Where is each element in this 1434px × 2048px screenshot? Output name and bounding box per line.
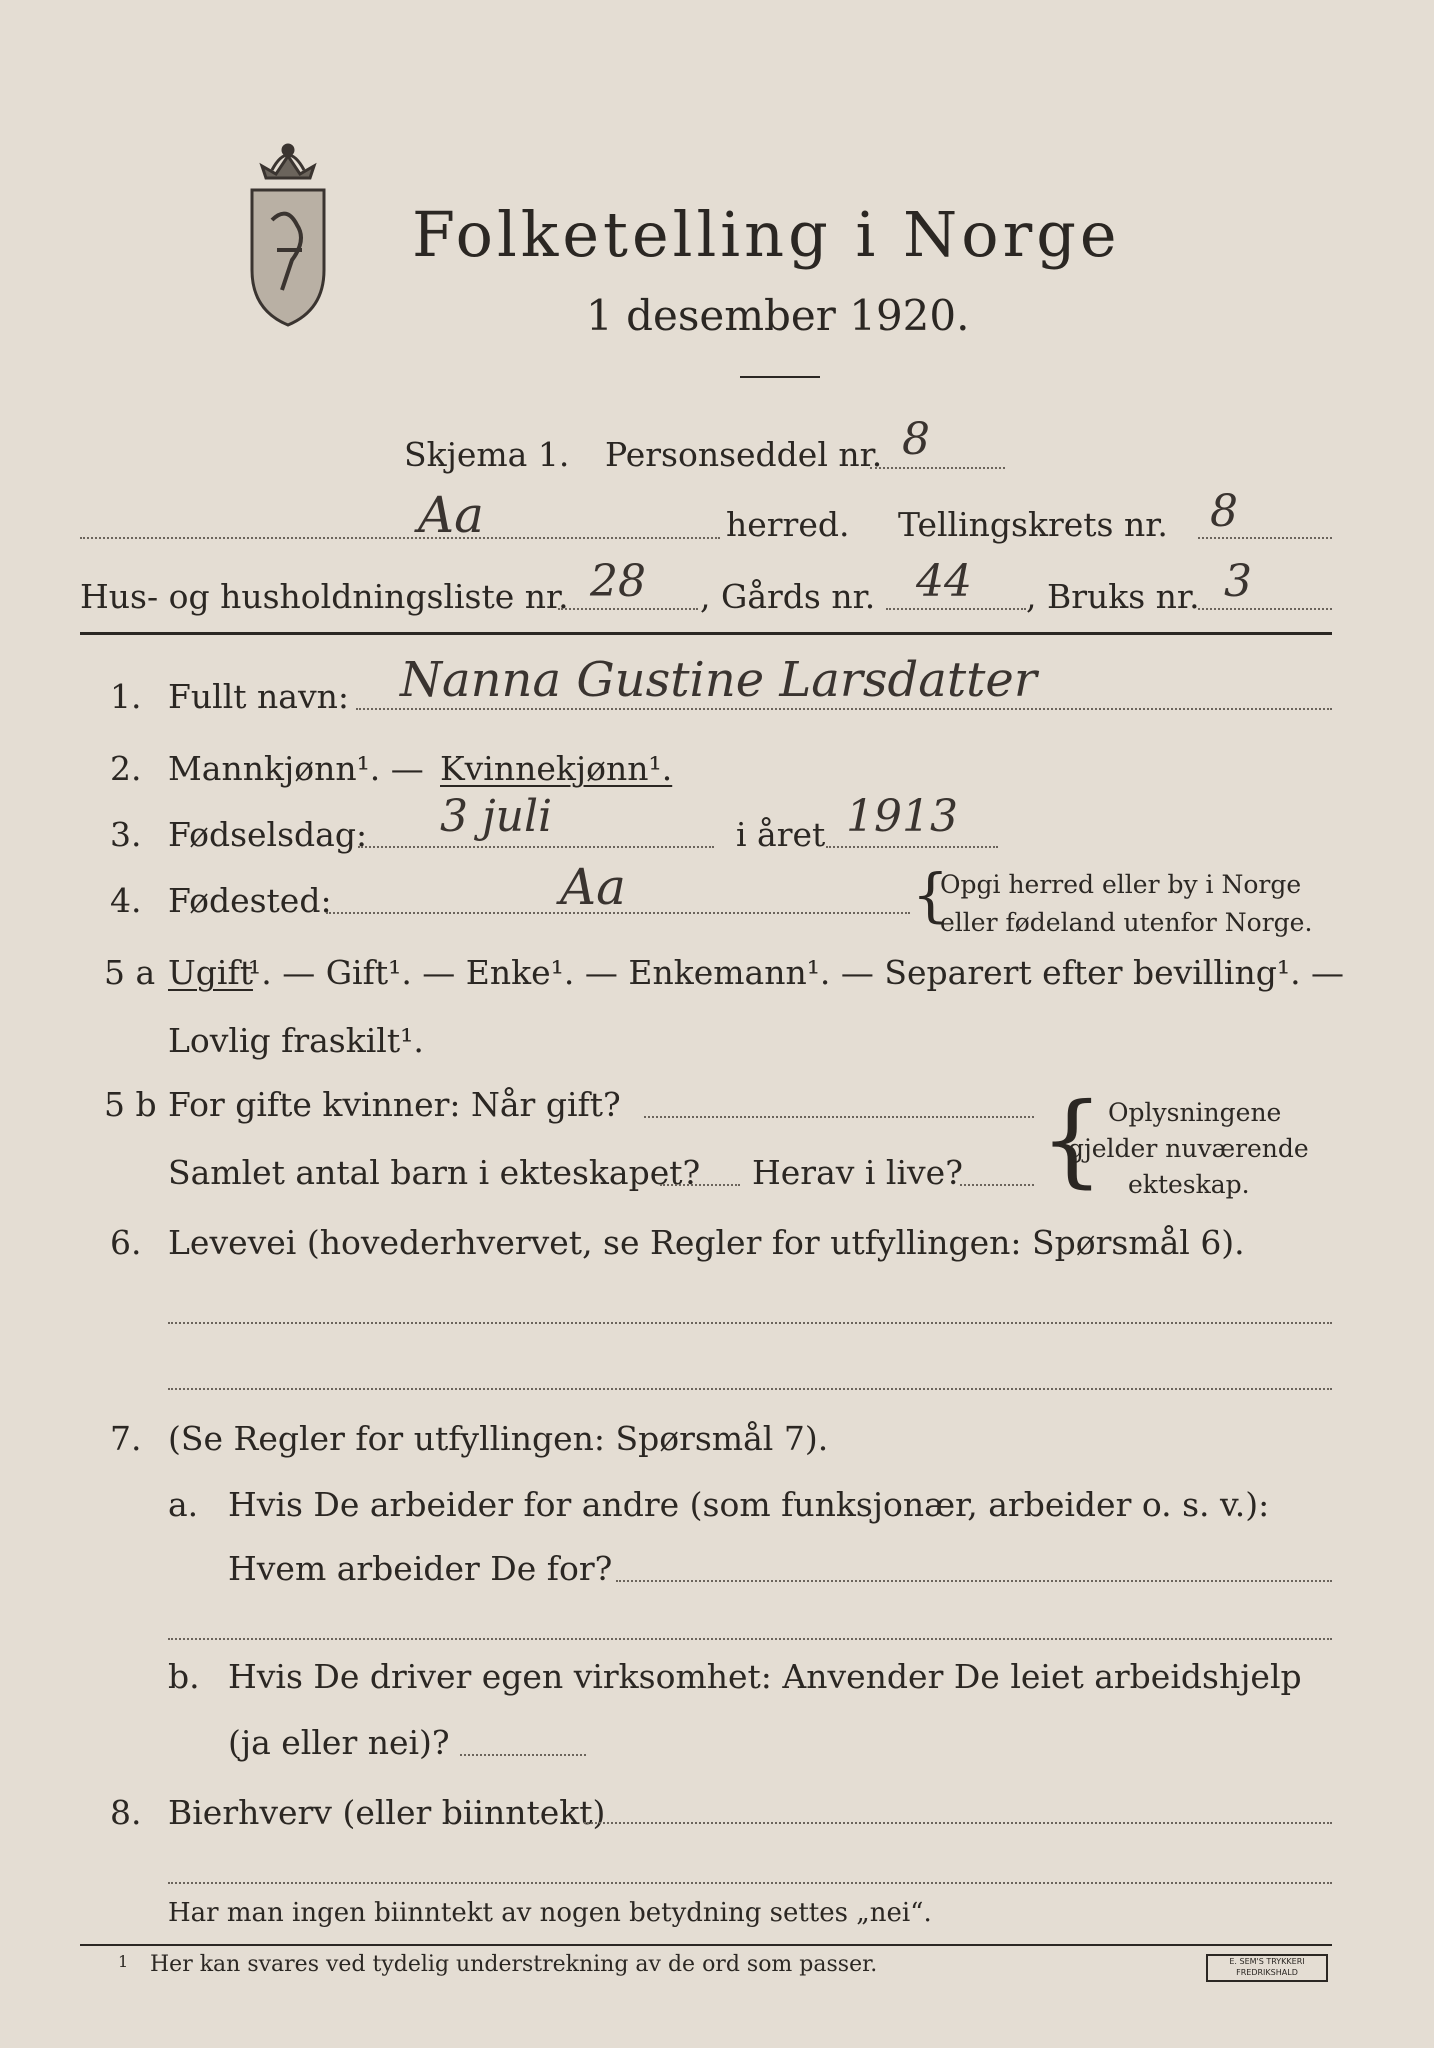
q5b-antal-barn-field-line	[660, 1184, 740, 1186]
husliste-value: 28	[590, 556, 646, 607]
gards-label: , Gårds nr.	[700, 577, 876, 616]
q5a-ugift-underlined: Ugift	[168, 953, 253, 992]
tellingskrets-value: 8	[1210, 486, 1238, 537]
personseddel-field-line	[870, 467, 1005, 469]
footnote-text: Her kan svares ved tydelig understrekning av de ord som passer.	[150, 1952, 878, 1977]
q6-field-line-1	[168, 1322, 1332, 1324]
q4-note-line1: Opgi herred eller by i Norge	[940, 870, 1302, 899]
norway-coat-of-arms-icon	[242, 130, 334, 330]
q7a-letter: a.	[168, 1485, 199, 1524]
q5b-herav-field-line	[960, 1184, 1034, 1186]
q5a-number: 5 a	[104, 953, 156, 992]
husliste-field-line	[558, 608, 698, 610]
q3-year-label: i året	[736, 815, 826, 854]
q3-year-field-line	[826, 846, 998, 848]
herred-label: herred.	[726, 505, 850, 544]
q2-mannkjonn: Mannkjønn¹. —	[168, 749, 424, 788]
tellingskrets-label: Tellingskrets nr.	[898, 505, 1168, 544]
husliste-label: Hus- og husholdningsliste nr.	[80, 577, 569, 616]
q1-label: Fullt navn:	[168, 677, 349, 716]
q5b-note-line2: gjelder nuværende	[1068, 1134, 1309, 1163]
q7a-line2: Hvem arbeider De for?	[228, 1549, 613, 1588]
q8-field-line-1	[584, 1822, 1332, 1824]
q7-number: 7.	[110, 1419, 142, 1458]
q3-year-value: 1913	[846, 791, 958, 842]
q8-number: 8.	[110, 1793, 142, 1832]
q4-note-line2: eller fødeland utenfor Norge.	[940, 908, 1313, 937]
q5a-options: ¹. — Gift¹. — Enke¹. — Enkemann¹. — Separert efter bevilling¹. —	[248, 953, 1345, 992]
gards-field-line	[886, 608, 1026, 610]
header-divider	[80, 632, 1332, 635]
q7b-line2: (ja eller nei)?	[228, 1723, 450, 1762]
q5a-lovlig-fraskilt: Lovlig fraskilt¹.	[168, 1021, 424, 1060]
q7b-field-line	[460, 1754, 586, 1756]
q7a-line1: Hvis De arbeider for andre (som funksjonær, arbeider o. s. v.):	[228, 1485, 1270, 1524]
bruks-label: , Bruks nr.	[1026, 577, 1200, 616]
tellingskrets-field-line	[1198, 537, 1332, 539]
q5b-note-line1: Oplysningene	[1108, 1098, 1282, 1127]
herred-field-line	[80, 537, 720, 539]
q5b-note-line3: ekteskap.	[1128, 1170, 1250, 1199]
q7a-field-line-2	[168, 1638, 1332, 1640]
personseddel-label: Personseddel nr.	[605, 435, 883, 474]
printer-stamp	[1206, 1954, 1328, 1982]
q4-note-brace: {	[912, 861, 949, 929]
gards-value: 44	[916, 556, 972, 607]
q6-label: Levevei (hovederhvervet, se Regler for utfyllingen: Spørsmål 6).	[168, 1223, 1245, 1262]
q7b-letter: b.	[168, 1657, 200, 1696]
q5b-label-herav-i-live: Herav i live?	[752, 1153, 963, 1192]
q3-birthday-value: 3 juli	[440, 791, 553, 842]
q5b-note-brace: {	[1040, 1081, 1104, 1198]
q4-label: Fødested:	[168, 881, 332, 920]
q4-birthplace-value: Aa	[560, 858, 626, 916]
q7a-field-line-1	[616, 1580, 1332, 1582]
footnote-mark: 1	[118, 1952, 129, 1971]
page-title: Folketelling i Norge	[412, 198, 1121, 271]
census-date: 1 desember 1920.	[586, 291, 970, 340]
q8-label: Bierhverv (eller biinntekt)	[168, 1793, 606, 1832]
q1-full-name-value: Nanna Gustine Larsdatter	[400, 652, 1037, 708]
footer-divider	[80, 1944, 1332, 1946]
q7b-line1: Hvis De driver egen virksomhet: Anvender De leiet arbeidshjelp	[228, 1657, 1302, 1696]
skjema-label: Skjema 1.	[404, 435, 570, 474]
biinntekt-note: Har man ingen biinntekt av nogen betydning settes „nei“.	[168, 1898, 932, 1928]
q5b-number: 5 b	[104, 1085, 157, 1124]
bruks-field-line	[1198, 608, 1332, 610]
q7-label: (Se Regler for utfyllingen: Spørsmål 7).	[168, 1419, 829, 1458]
q1-number: 1.	[110, 677, 142, 716]
q8-field-line-2	[168, 1882, 1332, 1884]
q3-date-field-line	[358, 846, 714, 848]
q6-number: 6.	[110, 1223, 142, 1262]
personseddel-value: 8	[902, 414, 930, 465]
q2-kvinnekjonn-underlined: Kvinnekjønn¹.	[440, 749, 673, 788]
q3-label: Fødselsdag:	[168, 815, 368, 854]
q1-field-line	[356, 708, 1332, 710]
q5b-label-nar-gift: For gifte kvinner: Når gift?	[168, 1085, 621, 1124]
q3-number: 3.	[110, 815, 142, 854]
q5b-nar-gift-field-line	[644, 1116, 1034, 1118]
q6-field-line-2	[168, 1388, 1332, 1390]
q5b-label-antal-barn: Samlet antal barn i ekteskapet?	[168, 1153, 701, 1192]
q2-number: 2.	[110, 749, 142, 788]
title-divider	[740, 376, 820, 378]
q4-number: 4.	[110, 881, 142, 920]
herred-value: Aa	[418, 486, 484, 544]
bruks-value: 3	[1224, 556, 1252, 607]
printer-stamp-text: E. SEM'S TRYKKERI FREDRIKSHALD	[1229, 1957, 1305, 1977]
